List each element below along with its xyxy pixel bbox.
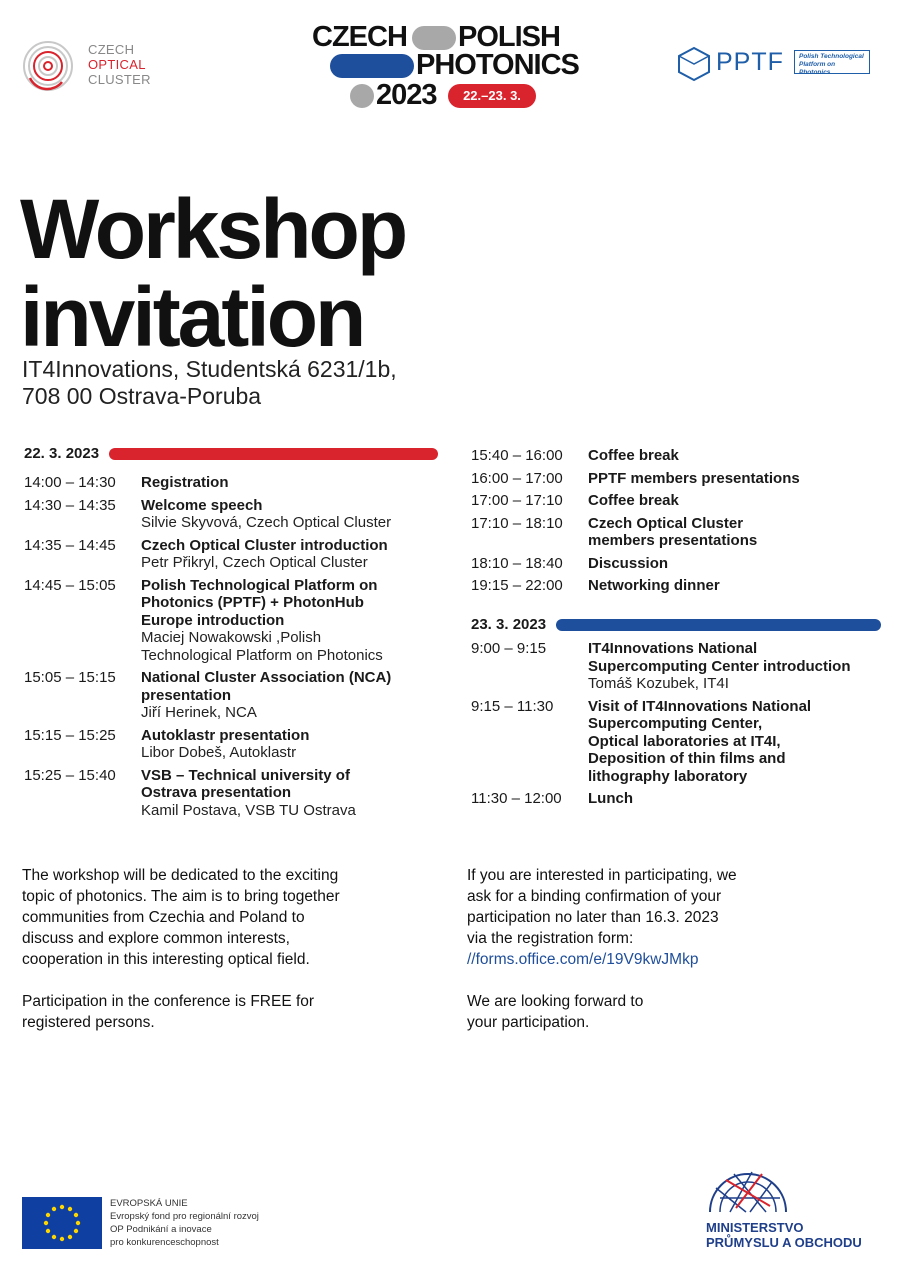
entry-title: Czech Optical Cluster <box>588 514 744 532</box>
description-text <box>22 865 442 1033</box>
reg-line: If you are interested in participating, we <box>467 867 737 884</box>
eu-line4: pro konkurenceschopnost <box>110 1237 219 1248</box>
schedule-entry <box>471 447 891 465</box>
desc-line: communities from Czechia and Poland to <box>22 909 305 926</box>
entry-title: Supercomputing Center, <box>588 715 763 732</box>
entry-speaker: Libor Dobeš, Autoklastr <box>141 744 297 761</box>
entry-time: 11:30 – 12:00 <box>471 790 562 807</box>
entry-time: 14:00 – 14:30 <box>24 474 116 491</box>
entry-title: Lunch <box>588 790 633 807</box>
logo-dates-badge: 22.–23. 3. <box>448 84 536 108</box>
logo-photonics: PHOTONICS <box>416 49 579 81</box>
schedule-entry <box>471 470 891 488</box>
ministry-line2: PRŮMYSLU A OBCHODU <box>706 1235 862 1250</box>
entry-title: Photonics (PPTF) + PhotonHub <box>141 594 364 611</box>
entry-title: presentation <box>141 686 232 704</box>
reg-line: ask for a binding confirmation of your <box>467 888 722 905</box>
entry-time: 17:10 – 18:10 <box>471 514 563 532</box>
schedule-entry <box>471 790 891 808</box>
entry-time: 15:40 – 16:00 <box>471 447 563 464</box>
schedule-entry <box>24 767 444 820</box>
entry-title: Welcome speech <box>141 496 263 514</box>
day2-header <box>471 616 881 633</box>
entry-time: 14:35 – 14:45 <box>24 536 116 554</box>
entry-time: 18:10 – 18:40 <box>471 554 563 572</box>
schedule-entry <box>24 577 444 665</box>
schedule-entry <box>24 669 444 722</box>
entry-title: Optical laboratories at IT4I, <box>588 732 781 750</box>
schedule-entry <box>471 492 891 510</box>
day1-red-bar <box>109 448 438 460</box>
entry-time: 16:00 – 17:00 <box>471 469 563 487</box>
schedule-entry <box>471 555 891 573</box>
address-line2: 708 00 Ostrava-Poruba <box>22 383 262 409</box>
schedule-entry <box>24 497 444 532</box>
page-title <box>20 182 406 364</box>
ministry-logo <box>704 1168 884 1258</box>
schedule-entry <box>471 698 891 786</box>
entry-time: 15:25 – 15:40 <box>24 766 116 784</box>
czech-optical-cluster-logo <box>22 38 162 96</box>
entry-time: 9:00 – 9:15 <box>471 640 547 657</box>
ministry-line1: MINISTERSTVO <box>706 1220 804 1235</box>
logo-polish: POLISH <box>458 21 560 53</box>
entry-title: VSB – Technical university of <box>141 766 350 784</box>
entry-title: PPTF members presentations <box>588 469 800 487</box>
free-line: registered persons. <box>22 1014 155 1031</box>
entry-speaker: Kamil Postava, VSB TU Ostrava <box>141 801 356 819</box>
day2-blue-bar <box>556 619 881 631</box>
entry-speaker: Technological Platform on Photonics <box>141 646 383 664</box>
gray-dot-shape <box>350 84 374 108</box>
eu-line3: OP Podnikání a inovace <box>110 1224 212 1235</box>
entry-title: Networking dinner <box>588 577 720 594</box>
entry-title: Discussion <box>588 554 669 572</box>
entry-title: members presentations <box>588 532 758 549</box>
pptf-subtitle <box>794 50 870 74</box>
schedule-entry <box>471 640 891 693</box>
schedule-entry <box>24 727 444 762</box>
closing-line: We are looking forward to <box>467 993 644 1010</box>
entry-time: 14:45 – 15:05 <box>24 576 116 594</box>
day1-header <box>24 445 438 462</box>
entry-time: 17:00 – 17:10 <box>471 492 563 509</box>
free-line: Participation in the conference is FREE for <box>22 993 315 1010</box>
schedule-entry <box>471 577 891 595</box>
eu-funding-logo <box>22 1195 282 1251</box>
entry-title: Coffee break <box>588 447 679 464</box>
schedule-entry <box>471 515 891 550</box>
entry-title: lithography laboratory <box>588 767 748 785</box>
entry-time: 19:15 – 22:00 <box>471 577 563 594</box>
blue-pill-shape <box>330 54 414 78</box>
schedule-entry <box>24 537 444 572</box>
entry-title: Autoklastr presentation <box>141 726 310 744</box>
entry-time: 15:05 – 15:15 <box>24 669 116 686</box>
title-line1: Workshop <box>20 182 406 276</box>
registration-text <box>467 865 877 1033</box>
desc-line: The workshop will be dedicated to the exciting <box>22 867 339 884</box>
entry-speaker: Petr Přikryl, Czech Optical Cluster <box>141 554 368 571</box>
coc-logo-line1: CZECH <box>88 42 135 57</box>
entry-speaker: Maciej Nowakowski ,Polish <box>141 629 322 646</box>
coc-logo-line2: OPTICAL <box>88 57 146 72</box>
address-line1: IT4Innovations, Studentská 6231/1b, <box>22 356 397 382</box>
entry-time: 9:15 – 11:30 <box>471 697 554 715</box>
eu-flag-icon <box>22 1197 102 1249</box>
entry-title: Czech Optical Cluster introduction <box>141 536 388 554</box>
entry-title: IT4Innovations National <box>588 640 758 657</box>
pptf-sub-line1: Polish Technological <box>799 53 864 60</box>
ministry-dome-icon <box>706 1168 790 1216</box>
entry-title: Coffee break <box>588 492 679 509</box>
desc-line: discuss and explore common interests, <box>22 930 290 947</box>
day1-date: 22. 3. 2023 <box>24 445 100 462</box>
entry-title: Registration <box>141 474 229 491</box>
entry-title: Ostrava presentation <box>141 784 292 801</box>
pptf-logo <box>676 44 876 84</box>
eu-line2: Evropský fond pro regionální rozvoj <box>110 1211 259 1222</box>
entry-time: 15:15 – 15:25 <box>24 726 116 744</box>
gray-pill-shape <box>412 26 456 50</box>
reg-line: participation no later than 16.3. 2023 <box>467 909 719 926</box>
title-line2: invitation <box>20 270 364 364</box>
entry-title: National Cluster Association (NCA) <box>141 669 392 686</box>
entry-speaker: Jiří Herinek, NCA <box>141 704 257 721</box>
entry-speaker: Silvie Skyvová, Czech Optical Cluster <box>141 514 392 531</box>
entry-title: Polish Technological Platform on <box>141 576 378 594</box>
desc-line: topic of photonics. The aim is to bring together <box>22 888 340 905</box>
day2-date: 23. 3. 2023 <box>471 616 547 633</box>
pptf-name: PPTF <box>716 48 784 76</box>
entry-title: Europe introduction <box>141 611 285 629</box>
logo-year: 2023 <box>376 79 437 111</box>
registration-form-link[interactable]: //forms.office.com/e/19V9kwJMkp <box>467 951 699 968</box>
czech-polish-photonics-logo <box>312 20 592 112</box>
closing-line: your participation. <box>467 1014 590 1031</box>
entry-title: Supercomputing Center introduction <box>588 657 851 675</box>
entry-title: Visit of IT4Innovations National <box>588 697 812 715</box>
entry-speaker: Tomáš Kozubek, IT4I <box>588 675 729 692</box>
entry-title: Deposition of thin films and <box>588 750 786 767</box>
pptf-cube-icon <box>676 46 712 82</box>
optical-rings-icon <box>22 38 80 96</box>
desc-line: cooperation in this interesting optical field. <box>22 951 310 968</box>
pptf-sub-line2: Platform on Photonics <box>799 61 836 76</box>
schedule-entry <box>24 474 444 492</box>
coc-logo-line3: CLUSTER <box>88 72 151 87</box>
reg-line: via the registration form: <box>467 930 634 947</box>
venue-address <box>22 356 397 410</box>
logo-czech: CZECH <box>312 21 407 53</box>
entry-time: 14:30 – 14:35 <box>24 496 116 514</box>
eu-line1: EVROPSKÁ UNIE <box>110 1198 188 1209</box>
